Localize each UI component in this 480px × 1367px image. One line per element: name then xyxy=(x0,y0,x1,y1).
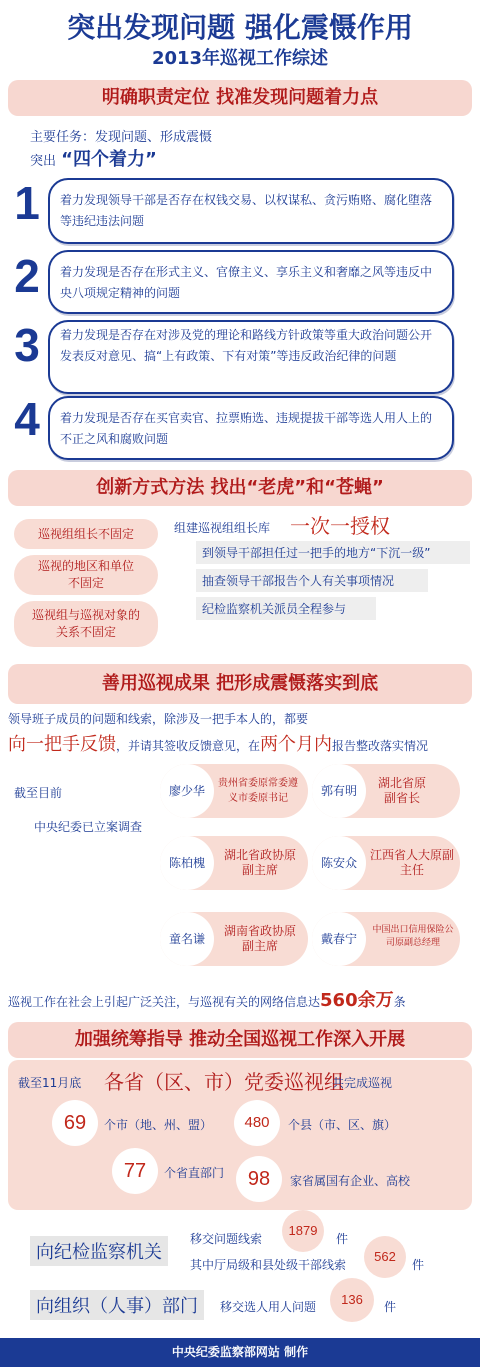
point-box: 着力发现是否存在对涉及党的理论和路线方针政策等重大政治问题公开发表反对意见、搞“上有政策、下有对策”等违反政治纪律的问题 xyxy=(48,320,454,394)
four-focus: “四个着力” xyxy=(61,149,157,170)
stat-value: 480 xyxy=(234,1100,280,1146)
focus-line xyxy=(30,145,157,171)
stat-label: 个省直部门 xyxy=(164,1166,225,1180)
official-role: 江西省人大原副主任 xyxy=(370,848,455,877)
official-role: 湖南省政协原副主席 xyxy=(223,924,296,953)
groups-label: 各省（区、市）党委巡视组 xyxy=(104,1070,344,1094)
official-card xyxy=(160,912,308,966)
official-role: 贵州省委原常委遵义市委原书记 xyxy=(218,778,298,804)
feedback-tail: 报告整改落实情况 xyxy=(332,739,429,753)
cadre-value: 562 xyxy=(364,1236,406,1278)
web-unit: 条 xyxy=(393,995,406,1009)
pill-item: 巡视组组长不固定 xyxy=(14,519,158,549)
cadre-label: 其中厅局级和县处级干部线索 xyxy=(190,1258,347,1272)
so-far: 截至目前 xyxy=(14,786,63,800)
stat-value: 69 xyxy=(52,1100,98,1146)
official-name: 郭有明 xyxy=(312,764,366,818)
stat-value: 77 xyxy=(112,1148,158,1194)
official-name: 陈柏槐 xyxy=(160,836,214,890)
web-num: 560余万 xyxy=(320,990,394,1011)
point-number: 3 xyxy=(14,319,40,371)
clues-value: 1879 xyxy=(282,1210,324,1252)
official-name: 童名谦 xyxy=(160,912,214,966)
official-role: 湖北省政协原副主席 xyxy=(223,848,296,877)
focus-prefix: 突出 xyxy=(30,154,57,169)
hr-value: 136 xyxy=(330,1278,374,1322)
done-label: 共完成巡视 xyxy=(332,1076,393,1090)
official-card xyxy=(160,764,308,818)
point-box: 着力发现领导干部是否存在权钱交易、以权谋私、贪污贿赂、腐化堕落等违纪违法问题 xyxy=(48,178,454,244)
official-name: 廖少华 xyxy=(160,764,214,818)
point-box: 着力发现是否存在形式主义、官僚主义、享乐主义和奢靡之风等违反中央八项规定精神的问题 xyxy=(48,250,454,314)
stat-label: 家省属国有企业、高校 xyxy=(290,1174,411,1188)
hr-label: 移交选人用人问题 xyxy=(220,1300,317,1314)
cadre-unit: 件 xyxy=(412,1258,425,1272)
official-role: 湖北省原副省长 xyxy=(377,776,426,805)
point-number: 1 xyxy=(14,177,40,229)
official-name: 戴春宁 xyxy=(312,912,366,966)
stat-value: 98 xyxy=(236,1156,282,1202)
hr-unit: 件 xyxy=(384,1300,397,1314)
page-title: 突出发现问题 强化震慑作用 xyxy=(67,11,413,44)
lib-big: 一次一授权 xyxy=(290,514,390,538)
official-card xyxy=(312,912,460,966)
feedback-line2 xyxy=(8,730,428,756)
official-card xyxy=(312,836,460,890)
method-item: 纪检监察机关派员全程参与 xyxy=(196,597,376,620)
feedback-line1: 领导班子成员的问题和线索，除涉及一把手本人的，都要 xyxy=(8,712,309,726)
method-item: 抽查领导干部报告个人有关事项情况 xyxy=(196,569,428,592)
pill-item: 巡视的地区和单位不固定 xyxy=(14,555,158,595)
stat-label: 个县（市、区、旗） xyxy=(288,1118,397,1132)
section1-banner: 明确职责定位 找准发现问题着力点 xyxy=(8,80,472,116)
page-subtitle: 2013年巡视工作综述 xyxy=(151,48,329,69)
main-task: 主要任务：发现问题、形成震慑 xyxy=(30,130,213,145)
official-role: 中国出口信用保险公司原副总经理 xyxy=(372,925,454,948)
clues-label: 移交问题线索 xyxy=(190,1232,263,1246)
section4-banner: 加强统筹指导 推动全国巡视工作深入开展 xyxy=(8,1022,472,1058)
footer: 中央纪委监察部网站 制作 xyxy=(0,1338,480,1367)
point-number: 2 xyxy=(14,250,40,302)
official-card xyxy=(312,764,460,818)
deadline: 截至11月底 xyxy=(18,1076,82,1090)
section3-banner: 善用巡视成果 把形成震慑落实到底 xyxy=(8,664,472,704)
feedback-big2: 两个月内 xyxy=(260,734,333,755)
section2-banner: 创新方式方法 找出“老虎”和“苍蝇” xyxy=(8,470,472,506)
point-number: 4 xyxy=(14,393,40,445)
to-discipline: 向纪检监察机关 xyxy=(30,1236,168,1266)
feedback-big1: 向一把手反馈 xyxy=(8,734,116,755)
web-info-line xyxy=(8,986,406,1012)
method-item: 到领导干部担任过一把手的地方“下沉一级” xyxy=(196,541,470,564)
point-box: 着力发现是否存在买官卖官、拉票贿选、违规提拔干部等选人用人上的不正之风和腐败问题 xyxy=(48,396,454,460)
to-org: 向组织（人事）部门 xyxy=(30,1290,204,1320)
investigated: 中央纪委已立案调查 xyxy=(34,820,143,834)
official-card xyxy=(160,836,308,890)
stats-panel xyxy=(8,1060,472,1210)
feedback-mid: ，并请其签收反馈意见，在 xyxy=(116,739,261,753)
stat-label: 个市（地、州、盟） xyxy=(104,1118,213,1132)
official-name: 陈安众 xyxy=(312,836,366,890)
lib-label: 组建巡视组组长库 xyxy=(174,521,271,535)
clues-unit: 件 xyxy=(336,1232,349,1246)
web-text: 巡视工作在社会上引起广泛关注，与巡视有关的网络信息达 xyxy=(8,995,321,1009)
pill-item: 巡视组与巡视对象的关系不固定 xyxy=(14,601,158,647)
